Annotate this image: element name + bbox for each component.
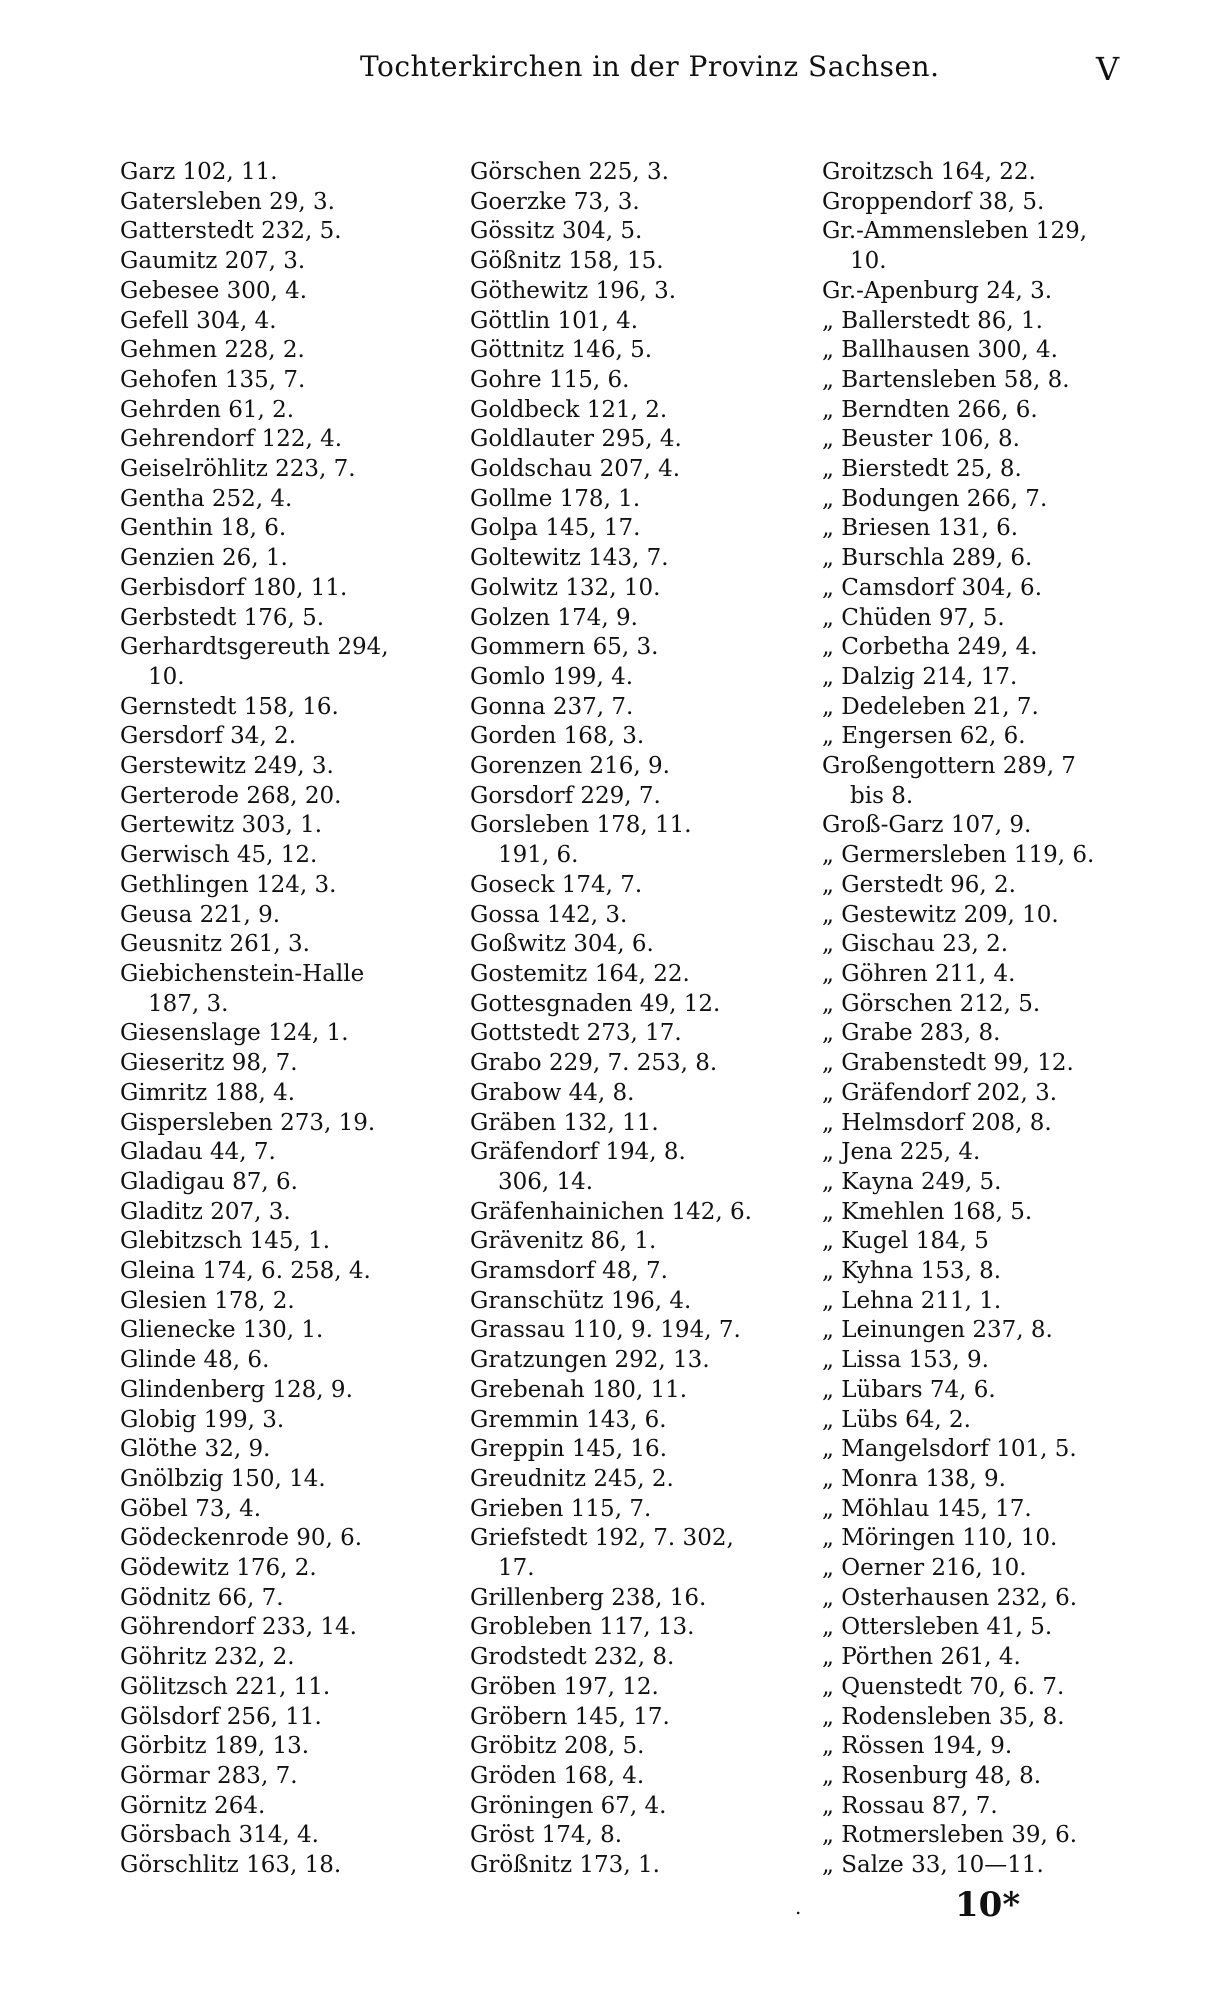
index-entry: „ Ballerstedt 86, 1. xyxy=(822,307,1043,334)
index-entry: Gröst 174, 8. xyxy=(470,1822,623,1849)
index-entry: Genzien 26, 1. xyxy=(120,545,288,572)
index-entry: „ Helmsdorf 208, 8. xyxy=(822,1109,1052,1136)
index-entry: Gonna 237, 7. xyxy=(470,693,634,720)
index-entry: Glebitzsch 145, 1. xyxy=(120,1228,331,1255)
index-entry: Görnitz 264. xyxy=(120,1792,266,1819)
index-entry: „ Rössen 194, 9. xyxy=(822,1733,1013,1760)
index-entry: „ Bodungen 266, 7. xyxy=(822,485,1048,512)
index-entry: Gössitz 304, 5. xyxy=(470,218,643,245)
index-entry: Gröbitz 208, 5. xyxy=(470,1733,645,1760)
index-entry: Globig 199, 3. xyxy=(120,1406,285,1433)
signature-mark: 10* xyxy=(955,1885,1021,1925)
index-entry: Groitzsch 164, 22. xyxy=(822,159,1036,185)
index-entry: Gräben 132, 11. xyxy=(470,1109,659,1136)
index-entry: Gnölbzig 150, 14. xyxy=(120,1465,326,1492)
index-entry: Görbitz 189, 13. xyxy=(120,1733,310,1760)
index-entry: Görschen 225, 3. xyxy=(470,159,669,185)
index-entry: 17. xyxy=(498,1555,535,1582)
index-entry: Garz 102, 11. xyxy=(120,159,278,185)
index-entry: Gorenzen 216, 9. xyxy=(470,753,670,780)
index-entry: Göttnitz 146, 5. xyxy=(470,337,653,364)
index-entry: Gräfenhainichen 142, 6. xyxy=(470,1198,752,1225)
index-entry: 191, 6. xyxy=(498,842,579,869)
index-entry: Gleina 174, 6. 258, 4. xyxy=(120,1258,371,1285)
index-entry: Golzen 174, 9. xyxy=(470,604,638,631)
index-entry: Gollme 178, 1. xyxy=(470,485,641,512)
index-entry: „ Rotmersleben 39, 6. xyxy=(822,1822,1078,1849)
index-entry: „ Lübs 64, 2. xyxy=(822,1406,971,1433)
index-entry: Gatersleben 29, 3. xyxy=(120,188,335,215)
index-entry: „ Beuster 106, 8. xyxy=(822,426,1020,453)
index-entry: 306, 14. xyxy=(498,1168,594,1195)
index-entry: Görmar 283, 7. xyxy=(120,1762,298,1789)
page-header xyxy=(0,50,1219,100)
index-entry: Göthewitz 196, 3. xyxy=(470,277,677,304)
index-entry: „ Kyhna 153, 8. xyxy=(822,1258,1002,1285)
index-entry: „ Kayna 249, 5. xyxy=(822,1168,1002,1195)
index-entry: „ Germersleben 119, 6. xyxy=(822,842,1095,869)
index-entry: Gertewitz 303, 1. xyxy=(120,812,323,839)
index-entry: „ Dedeleben 21, 7. xyxy=(822,693,1039,720)
index-entry: Gröbern 145, 17. xyxy=(470,1703,670,1730)
index-entry: Gr.-Ammensleben 129, xyxy=(822,218,1088,245)
index-entry: „ Möringen 110, 10. xyxy=(822,1525,1058,1552)
index-entry: Gölsdorf 256, 11. xyxy=(120,1703,322,1730)
index-entry: Golwitz 132, 10. xyxy=(470,574,661,601)
index-entry: Gentha 252, 4. xyxy=(120,485,293,512)
index-entry: Greudnitz 245, 2. xyxy=(470,1465,674,1492)
index-entry: Gödewitz 176, 2. xyxy=(120,1555,317,1582)
index-entry: Geusa 221, 9. xyxy=(120,901,281,928)
index-entry: 187, 3. xyxy=(148,990,229,1017)
index-entry: Gebesee 300, 4. xyxy=(120,277,308,304)
index-entry: Gommern 65, 3. xyxy=(470,634,659,661)
index-entry: „ Salze 33, 10—11. xyxy=(822,1852,1044,1879)
index-entry: „ Gerstedt 96, 2. xyxy=(822,871,1016,898)
index-entry: Gerterode 268, 20. xyxy=(120,782,342,809)
index-entry: Gölitzsch 221, 11. xyxy=(120,1673,331,1700)
index-entry: Gottstedt 273, 17. xyxy=(470,1020,682,1047)
index-entry: Griefstedt 192, 7. 302, xyxy=(470,1525,734,1552)
index-entry: Geiselröhlitz 223, 7. xyxy=(120,456,356,483)
index-entry: Grabo 229, 7. 253, 8. xyxy=(470,1050,718,1077)
index-entry: Grabow 44, 8. xyxy=(470,1079,635,1106)
index-entry: Görschlitz 163, 18. xyxy=(120,1852,342,1879)
index-entry: „ Gräfendorf 202, 3. xyxy=(822,1079,1058,1106)
index-entry: „ Corbetha 249, 4. xyxy=(822,634,1038,661)
index-entry: Genthin 18, 6. xyxy=(120,515,287,542)
index-entry: „ Göhren 211, 4. xyxy=(822,960,1016,987)
index-entry: „ Ballhausen 300, 4. xyxy=(822,337,1058,364)
index-entry: Gröden 168, 4. xyxy=(470,1762,645,1789)
index-entry: „ Leinungen 237, 8. xyxy=(822,1317,1053,1344)
index-entry: Gladitz 207, 3. xyxy=(120,1198,291,1225)
index-entry: „ Kugel 184, 5 xyxy=(822,1228,989,1255)
index-entry: Gödeckenrode 90, 6. xyxy=(120,1525,363,1552)
index-entry: „ Grabenstedt 99, 12. xyxy=(822,1050,1074,1077)
index-entry: Gremmin 143, 6. xyxy=(470,1406,667,1433)
index-entry: Gödnitz 66, 7. xyxy=(120,1584,284,1611)
index-entry: „ Oerner 216, 10. xyxy=(822,1555,1027,1582)
index-entry: Gersdorf 34, 2. xyxy=(120,723,297,750)
index-entry: Goldbeck 121, 2. xyxy=(470,396,668,423)
index-entry: Gorsleben 178, 11. xyxy=(470,812,692,839)
index-entry: Gefell 304, 4. xyxy=(120,307,277,334)
index-column-2 xyxy=(470,158,800,1881)
index-entry: „ Jena 225, 4. xyxy=(822,1139,981,1166)
index-entry: Gößnitz 158, 15. xyxy=(470,248,664,275)
index-entry: Greppin 145, 16. xyxy=(470,1436,668,1463)
index-entry: „ Pörthen 261, 4. xyxy=(822,1644,1021,1671)
index-entry: Grillenberg 238, 16. xyxy=(470,1584,707,1611)
index-entry: Gladigau 87, 6. xyxy=(120,1168,298,1195)
index-entry: Giebichenstein-Halle xyxy=(120,960,365,987)
index-entry: „ Ottersleben 41, 5. xyxy=(822,1614,1053,1641)
index-entry: Gottesgnaden 49, 12. xyxy=(470,990,721,1017)
index-entry: „ Monra 138, 9. xyxy=(822,1465,1006,1492)
index-entry: Gerstewitz 249, 3. xyxy=(120,753,334,780)
index-entry: „ Bierstedt 25, 8. xyxy=(822,456,1022,483)
index-entry: Gispersleben 273, 19. xyxy=(120,1109,376,1136)
index-entry: Göbel 73, 4. xyxy=(120,1495,262,1522)
index-entry: Göttlin 101, 4. xyxy=(470,307,639,334)
index-entry: „ Dalzig 214, 17. xyxy=(822,663,1018,690)
index-entry: „ Lissa 153, 9. xyxy=(822,1347,989,1374)
index-column-1 xyxy=(120,158,450,1881)
index-entry: Goltewitz 143, 7. xyxy=(470,545,669,572)
index-entry: „ Chüden 97, 5. xyxy=(822,604,1005,631)
index-entry: Gerbstedt 176, 5. xyxy=(120,604,325,631)
index-entry: Gratzungen 292, 13. xyxy=(470,1347,710,1374)
index-entry: Grebenah 180, 11. xyxy=(470,1376,688,1403)
index-entry: Größnitz 173, 1. xyxy=(470,1852,660,1879)
index-entry: Gomlo 199, 4. xyxy=(470,663,634,690)
index-entry: „ Rodensleben 35, 8. xyxy=(822,1703,1065,1730)
index-entry: „ Camsdorf 304, 6. xyxy=(822,574,1043,601)
index-entry: Groppendorf 38, 5. xyxy=(822,188,1045,215)
index-entry: Gieseritz 98, 7. xyxy=(120,1050,298,1077)
index-entry: Gehmen 228, 2. xyxy=(120,337,305,364)
index-entry: „ Lübars 74, 6. xyxy=(822,1376,996,1403)
index-entry: Göhritz 232, 2. xyxy=(120,1644,295,1671)
index-entry: Gaumitz 207, 3. xyxy=(120,248,306,275)
index-entry: Goldlauter 295, 4. xyxy=(470,426,682,453)
index-entry: Grävenitz 86, 1. xyxy=(470,1228,657,1255)
index-entry: „ Rosenburg 48, 8. xyxy=(822,1762,1042,1789)
index-entry: Geusnitz 261, 3. xyxy=(120,931,310,958)
index-entry: „ Quenstedt 70, 6. 7. xyxy=(822,1673,1065,1700)
index-entry: Gostemitz 164, 22. xyxy=(470,960,690,987)
index-entry: „ Möhlau 145, 17. xyxy=(822,1495,1032,1522)
index-entry: bis 8. xyxy=(850,782,914,809)
index-entry: Glinde 48, 6. xyxy=(120,1347,270,1374)
index-entry: Gernstedt 158, 16. xyxy=(120,693,339,720)
index-entry: Gramsdorf 48, 7. xyxy=(470,1258,668,1285)
index-entry: Gehrden 61, 2. xyxy=(120,396,295,423)
index-entry: Goldschau 207, 4. xyxy=(470,456,681,483)
index-entry: „ Görschen 212, 5. xyxy=(822,990,1041,1017)
index-entry: Grassau 110, 9. 194, 7. xyxy=(470,1317,741,1344)
index-entry: Golpa 145, 17. xyxy=(470,515,641,542)
index-entry: „ Engersen 62, 6. xyxy=(822,723,1026,750)
index-entry: „ Burschla 289, 6. xyxy=(822,545,1033,572)
index-entry: Gerbisdorf 180, 11. xyxy=(120,574,348,601)
running-title: Tochterkirchen in der Provinz Sachsen. xyxy=(360,50,940,83)
index-entry: Goßwitz 304, 6. xyxy=(470,931,654,958)
index-entry: „ Lehna 211, 1. xyxy=(822,1287,1002,1314)
index-entry: Gorden 168, 3. xyxy=(470,723,645,750)
index-entry: Gröben 197, 12. xyxy=(470,1673,659,1700)
index-entry: Glienecke 130, 1. xyxy=(120,1317,324,1344)
index-entry: „ Berndten 266, 6. xyxy=(822,396,1038,423)
index-column-3 xyxy=(822,158,1152,1881)
index-entry: „ Mangelsdorf 101, 5. xyxy=(822,1436,1077,1463)
index-entry: Gimritz 188, 4. xyxy=(120,1079,296,1106)
index-entry: „ Kmehlen 168, 5. xyxy=(822,1198,1033,1225)
index-entry: „ Briesen 131, 6. xyxy=(822,515,1019,542)
index-entry: Grieben 115, 7. xyxy=(470,1495,652,1522)
index-entry: Gatterstedt 232, 5. xyxy=(120,218,342,245)
index-entry: Gräfendorf 194, 8. xyxy=(470,1139,686,1166)
index-entry: Gossa 142, 3. xyxy=(470,901,628,928)
index-entry: Granschütz 196, 4. xyxy=(470,1287,692,1314)
index-entry: Gladau 44, 7. xyxy=(120,1139,276,1166)
index-entry: Gohre 115, 6. xyxy=(470,366,630,393)
index-entry: „ Rossau 87, 7. xyxy=(822,1792,998,1819)
index-entry: Gehofen 135, 7. xyxy=(120,366,306,393)
index-entry: 10. xyxy=(850,248,887,275)
index-entry: Groß-Garz 107, 9. xyxy=(822,812,1032,839)
index-entry: 10. xyxy=(148,663,185,690)
index-entry: „ Grabe 283, 8. xyxy=(822,1020,1001,1047)
index-entry: Glindenberg 128, 9. xyxy=(120,1376,353,1403)
index-entry: „ Osterhausen 232, 6. xyxy=(822,1584,1078,1611)
index-entry: „ Bartensleben 58, 8. xyxy=(822,366,1070,393)
footer-dot: . xyxy=(795,1895,802,1919)
index-entry: „ Gestewitz 209, 10. xyxy=(822,901,1059,928)
index-entry: Göhrendorf 233, 14. xyxy=(120,1614,357,1641)
index-entry: Gehrendorf 122, 4. xyxy=(120,426,343,453)
index-entry: Großengottern 289, 7 xyxy=(822,753,1076,780)
index-entry: Goerzke 73, 3. xyxy=(470,188,640,215)
index-entry: Grobleben 117, 13. xyxy=(470,1614,695,1641)
page-number-roman: V xyxy=(1096,50,1120,88)
index-entry: Gethlingen 124, 3. xyxy=(120,871,337,898)
index-entry: „ Gischau 23, 2. xyxy=(822,931,1009,958)
index-entry: Gerwisch 45, 12. xyxy=(120,842,318,869)
index-entry: Gröningen 67, 4. xyxy=(470,1792,667,1819)
index-entry: Grodstedt 232, 8. xyxy=(470,1644,675,1671)
index-entry: Gr.-Apenburg 24, 3. xyxy=(822,277,1053,304)
index-entry: Glesien 178, 2. xyxy=(120,1287,295,1314)
index-entry: Giesenslage 124, 1. xyxy=(120,1020,349,1047)
index-entry: Gerhardtsgereuth 294, xyxy=(120,634,389,661)
index-entry: Gorsdorf 229, 7. xyxy=(470,782,661,809)
index-entry: Glöthe 32, 9. xyxy=(120,1436,271,1463)
index-entry: Görsbach 314, 4. xyxy=(120,1822,319,1849)
index-entry: Goseck 174, 7. xyxy=(470,871,643,898)
